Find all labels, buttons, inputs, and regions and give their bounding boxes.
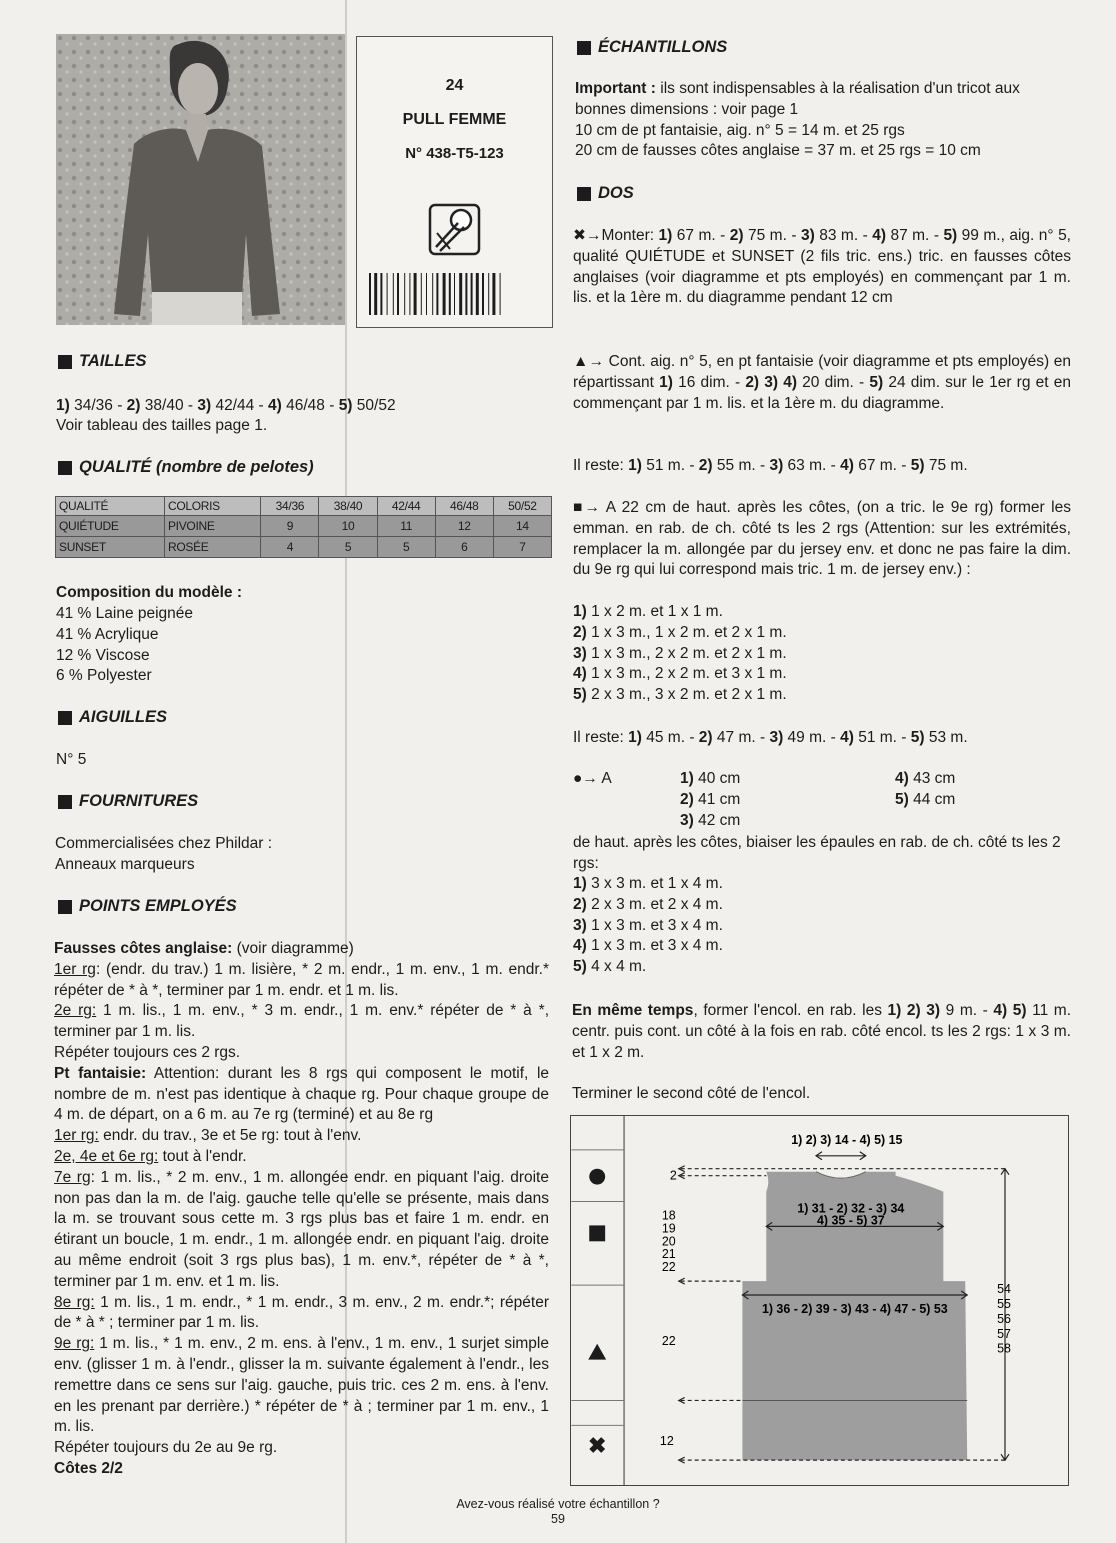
text-run: 1 x 3 m., 2 x 2 m. et 2 x 1 m. bbox=[586, 644, 787, 662]
bold-text: 4) bbox=[840, 457, 854, 474]
bold-text: 4) bbox=[573, 937, 587, 955]
neckline-finish: Terminer le second côté de l'encol. bbox=[572, 1085, 811, 1102]
text-run: 2 x 3 m., 3 x 2 m. et 2 x 1 m. bbox=[586, 686, 787, 704]
text-run: 9 m. - bbox=[940, 1002, 994, 1019]
echantillons-heading: ÉCHANTILLONS bbox=[577, 38, 727, 57]
text-run: 16 dim. - bbox=[672, 373, 746, 391]
table-cell: 9 bbox=[261, 516, 319, 537]
dos-cast-on bbox=[573, 226, 1071, 309]
text-run: tout à l'endr. bbox=[158, 1147, 247, 1165]
yarn-needles-icon bbox=[428, 203, 481, 256]
dos-heading: DOS bbox=[577, 184, 634, 203]
bold-text: 4) bbox=[895, 770, 909, 787]
text-run: 49 m. - bbox=[783, 729, 841, 746]
shoulder-height bbox=[680, 811, 740, 832]
table-cell: 38/40 bbox=[319, 497, 377, 516]
total-height-label: 54 bbox=[997, 1282, 1011, 1297]
text-run: 51 m. - bbox=[641, 457, 699, 474]
text-run: Attention: durant les 8 rgs qui composent le motif, le nombre de m. n'est pas identique à chaque rg. Pour chaque groupe de 4 m. de départ, on a 6 m. au 7e rg (terminé) et au 8e rg bbox=[54, 1064, 550, 1124]
text-run: endr. du trav., 3e et 5e rg: tout à l'env. bbox=[98, 1127, 362, 1145]
text-run: 87 m. - bbox=[886, 227, 944, 244]
text-run: 67 m. - bbox=[672, 227, 730, 244]
text-run: 20 cm de fausses côtes anglaise = 37 m. et 25 rgs = 10 cm bbox=[575, 142, 981, 160]
aiguilles-heading: AIGUILLES bbox=[58, 708, 167, 727]
text-run: 53 m. bbox=[924, 729, 968, 746]
table-cell: 34/36 bbox=[261, 497, 319, 516]
list-item bbox=[54, 1043, 549, 1064]
text-run: : (endr. du trav.) 1 m. lisière, * 2 m. endr., 1 m. env., 1 m. endr.* répéter de * à *, terminer par 1 m. endr. et 1 m. lis. bbox=[54, 960, 550, 999]
shoulder-depth-label: 2 bbox=[669, 1168, 677, 1183]
list-item bbox=[573, 957, 723, 978]
dos-remaining-2 bbox=[573, 728, 1071, 749]
composition-item: 6 % Polyester bbox=[56, 667, 152, 685]
table-cell: 11 bbox=[377, 516, 435, 537]
bold-text: 2) bbox=[729, 227, 744, 244]
list-item bbox=[573, 895, 723, 916]
bold-text: 3) bbox=[197, 397, 212, 414]
bold-text: 1) bbox=[56, 397, 70, 414]
text-run: 45 m. - bbox=[641, 729, 699, 746]
quality-table bbox=[55, 496, 552, 558]
text-run: 83 m. - bbox=[814, 227, 873, 244]
tailles-heading: TAILLES bbox=[58, 352, 147, 371]
text-run: 1 x 2 m. et 1 x 1 m. bbox=[586, 603, 723, 620]
bold-text: 4) bbox=[872, 227, 886, 244]
text-run: 42 cm bbox=[693, 812, 741, 829]
list-item bbox=[54, 1459, 549, 1480]
text-run: 42/44 - bbox=[211, 397, 269, 414]
bold-text: 3) bbox=[769, 729, 784, 746]
armhole-marker-icon bbox=[589, 1225, 605, 1241]
bold-text: 5) bbox=[943, 227, 958, 244]
supplies-line: Anneaux marqueurs bbox=[55, 856, 195, 873]
list-item bbox=[54, 1293, 549, 1335]
shoulder-height bbox=[680, 790, 740, 811]
text-run: 4 x 4 m. bbox=[586, 958, 647, 976]
text-run: 50/52 bbox=[352, 397, 396, 414]
composition-item: 41 % Laine peignée bbox=[56, 605, 194, 622]
bold-text: 2) bbox=[698, 457, 713, 474]
bold-text: 4) bbox=[268, 397, 282, 414]
text-run: 1 x 3 m., 2 x 2 m. et 3 x 1 m. bbox=[586, 665, 787, 683]
row-label: 2e, 4e et 6e rg: bbox=[54, 1147, 159, 1165]
bold-text: 1) bbox=[659, 373, 673, 391]
neck-width-label: 1) 2) 3) 14 - 4) 5) 15 bbox=[791, 1132, 903, 1147]
bold-text: 2) bbox=[126, 397, 141, 414]
list-item bbox=[54, 1064, 549, 1126]
list-item bbox=[54, 1126, 549, 1147]
sizes-line bbox=[56, 396, 456, 417]
list-item bbox=[573, 916, 723, 937]
armhole-height-label: 21 bbox=[661, 1247, 676, 1262]
armhole-list bbox=[573, 602, 787, 706]
text-run: 43 cm bbox=[908, 770, 956, 787]
table-cell: 6 bbox=[435, 537, 493, 558]
list-item bbox=[54, 960, 549, 1002]
text-run: 1 m. lis., * 1 m. env., 2 m. ens. à l'env., 1 m. env., 1 surjet simple env. (glisser 1 m. à l'endr., glisser la m. suivante également à l'endr., les remettre dans ce sens sur l'aig. gauche, puis tric. ces 2 m. ens. à l'env. en les prenant par derrière.) * répéter de * à ; terminer par 1 m. env., 1 m. lis. bbox=[54, 1335, 549, 1436]
text-run: , former l'encol. en rab. les bbox=[693, 1002, 888, 1019]
bold-text: 1) bbox=[573, 875, 587, 892]
bold-text: Pt fantaisie: bbox=[54, 1064, 147, 1082]
text-run: 51 m. - bbox=[853, 729, 911, 746]
composition-item: 12 % Viscose bbox=[56, 646, 150, 664]
list-item bbox=[54, 939, 549, 960]
chest-upper-label-2: 4) 35 - 5) 37 bbox=[816, 1213, 885, 1228]
row-label: 1er rg bbox=[54, 960, 96, 978]
text-run: 40 cm bbox=[693, 770, 741, 787]
chest-upper-label: 1) 31 - 2) 32 - 3) 34 bbox=[797, 1201, 905, 1216]
composition-title: Composition du modèle : bbox=[56, 584, 242, 601]
rib-height-label: 12 bbox=[659, 1434, 674, 1449]
back-schematic-diagram bbox=[570, 1115, 1069, 1486]
dos-remaining-1 bbox=[573, 456, 1071, 477]
armhole-height-label: 18 bbox=[661, 1208, 676, 1223]
text-run: ✖→Monter: bbox=[573, 227, 659, 244]
row-label: 1er rg: bbox=[54, 1127, 99, 1145]
row-label: 2e rg: bbox=[54, 1002, 97, 1020]
list-item bbox=[575, 121, 1072, 142]
table-cell: COLORIS bbox=[164, 497, 260, 516]
shoulder-marker-icon bbox=[589, 1169, 605, 1185]
barcode-icon bbox=[367, 273, 543, 315]
table-cell: 42/44 bbox=[377, 497, 435, 516]
bold-text: 3) bbox=[573, 644, 587, 662]
list-item bbox=[54, 1001, 549, 1043]
list-item bbox=[573, 623, 787, 644]
fournitures-heading: FOURNITURES bbox=[58, 792, 198, 811]
pattern-reference: N° 438-T5-123 bbox=[405, 145, 504, 162]
text-run: 3 x 3 m. et 1 x 4 m. bbox=[586, 875, 723, 892]
bold-text: 2) bbox=[680, 791, 694, 808]
total-height-label: 57 bbox=[997, 1326, 1011, 1341]
bold-text: 2) bbox=[573, 895, 587, 913]
body-height-label: 22 bbox=[661, 1333, 676, 1348]
bold-text: 1) bbox=[658, 227, 673, 244]
dos-pattern bbox=[573, 352, 1071, 414]
text-run: 1 x 3 m. et 3 x 4 m. bbox=[586, 937, 723, 955]
bold-text: 5) bbox=[895, 791, 909, 808]
pattern-marker-icon bbox=[588, 1344, 606, 1360]
bold-text: 5) bbox=[910, 457, 925, 474]
pattern-model: PULL FEMME bbox=[402, 111, 507, 128]
armhole-height-label: 19 bbox=[661, 1221, 676, 1236]
composition-list bbox=[56, 604, 193, 687]
bold-text: 1) bbox=[628, 729, 642, 746]
list-item bbox=[573, 874, 723, 895]
table-cell: 12 bbox=[435, 516, 493, 537]
table-cell: 10 bbox=[319, 516, 377, 537]
bold-text: Côtes 2/2 bbox=[54, 1459, 123, 1477]
total-height-label: 58 bbox=[997, 1341, 1011, 1356]
bold-text: En même temps bbox=[572, 1002, 694, 1019]
bold-text: 5) bbox=[338, 397, 353, 414]
bold-text: 3) bbox=[800, 227, 815, 244]
model-photo bbox=[56, 34, 345, 325]
total-height-label: 56 bbox=[997, 1311, 1011, 1326]
list-item bbox=[573, 644, 787, 665]
shoulder-height bbox=[680, 769, 740, 790]
supplies-line: Commercialisées chez Phildar : bbox=[55, 835, 273, 852]
bold-text: 4) bbox=[840, 729, 854, 746]
text-run: 99 m., aig. n° 5, qualité QUIÉTUDE et SUNSET (2 fils tric. ens.) tric. en fausses côtes anglaises (voir diagramme et pts employés) en commençant par 1 m. lis. et la 1ère m. du diagramme pendant 12 cm bbox=[573, 227, 1071, 307]
page-number: 59 bbox=[551, 1512, 565, 1526]
text-run: 44 cm bbox=[908, 791, 956, 808]
text-run: 24 dim. sur le 1er rg et en commençant par 1 m. lis. et la 1ère m. du diagramme. bbox=[573, 373, 1071, 412]
text-run: ■→ A 22 cm de haut. après les côtes, (on a tric. le 9e rg) former les emman. en rab. de ch. côté ts les 2 rgs (Attention: sur les extrémités, remplacer la m. allongée par du jersey env. et donc ne pas faire la dim. du 9e rg qui lui correspond mais tric. 1 m. de jersey env.) : bbox=[573, 499, 1071, 579]
table-cell: 46/48 bbox=[435, 497, 493, 516]
bold-text: 1) bbox=[628, 457, 642, 474]
list-item bbox=[575, 141, 1072, 162]
bold-text: 2) 3) 4) bbox=[745, 373, 797, 391]
text-run: 47 m. - bbox=[712, 729, 770, 746]
text-run: 46/48 - bbox=[281, 397, 339, 414]
text-run: 11 m. centr. puis cont. un côté à la fois en rab. côté encol. ts les 2 rgs: 1 x 3 m. et 1 x 2 m. bbox=[572, 1002, 1071, 1061]
shoulder-text: de haut. après les côtes, biaiser les épaules en rab. de ch. côté ts les 2 rgs: bbox=[573, 834, 1061, 872]
table-cell: 14 bbox=[493, 516, 551, 537]
bold-text: 2) bbox=[698, 729, 713, 746]
row-label: 8e rg: bbox=[54, 1293, 95, 1311]
quality-table-row bbox=[56, 537, 552, 558]
bold-text: 2) bbox=[573, 623, 587, 641]
text-run: 1 x 3 m. et 3 x 4 m. bbox=[586, 916, 723, 934]
table-cell: QUIÉTUDE bbox=[56, 516, 165, 537]
text-run: 2 x 3 m. et 2 x 4 m. bbox=[586, 895, 723, 913]
text-run: 75 m. - bbox=[743, 227, 801, 244]
text-run: ▲→ Cont. aig. n° 5, en pt fantaisie (voir diagramme et pts employés) en répartissant bbox=[573, 353, 1071, 391]
body-width-label: 1) 36 - 2) 39 - 3) 43 - 4) 47 - 5) 53 bbox=[761, 1301, 948, 1316]
shoulder-list bbox=[573, 874, 723, 978]
list-item bbox=[54, 1147, 549, 1168]
list-item bbox=[54, 1438, 549, 1459]
bold-text: Important : bbox=[575, 80, 656, 97]
list-item bbox=[54, 1334, 549, 1438]
table-cell: PIVOINE bbox=[164, 516, 260, 537]
stitches-text bbox=[54, 939, 549, 1480]
armhole-height-label: 20 bbox=[661, 1234, 676, 1249]
text-run: 41 cm bbox=[693, 791, 741, 808]
text-run: ils sont indispensables à la réalisation d'un tricot aux bonnes dimensions : voir page 1 bbox=[575, 80, 1020, 118]
bold-text: 3) bbox=[680, 812, 694, 829]
list-item bbox=[573, 685, 787, 706]
bold-text: 1) 2) 3) bbox=[887, 1002, 941, 1019]
text-run: 1 m. lis., 1 m. endr., * 1 m. endr., 3 m. env., 2 m. endr.*; répéter de * à * ; terminer par 1 m. lis. bbox=[54, 1293, 549, 1332]
points-heading: POINTS EMPLOYÉS bbox=[58, 897, 237, 916]
table-cell: 50/52 bbox=[493, 497, 551, 516]
text-run: 34/36 - bbox=[69, 397, 127, 414]
total-height-label: 55 bbox=[997, 1296, 1011, 1311]
text-run: 20 dim. - bbox=[797, 373, 870, 391]
text-run: 55 m. - bbox=[712, 457, 770, 474]
bold-text: 4) 5) bbox=[993, 1002, 1027, 1019]
bold-text: 3) bbox=[573, 916, 587, 934]
sizes-note: Voir tableau des tailles page 1. bbox=[56, 417, 268, 434]
text-run: : 1 m. lis., * 2 m. env., 1 m. allongée endr. en piquant l'aig. droite non pas dan la m. de l'aig. gauche telle qu'elle se présente, mais dans la m. se trouvant sous cette m. 3 rgs plus bas et faire 1 m. endr. en étirant un boucle, 1 m. endr., 1 m. allongée endr. en piquant l'aig. droite au même endroit (soit 3 rgs plus bas), 1 m. env.*, répéter de * à *, terminer par 1 m. env. et 1 m. lis. bbox=[54, 1168, 549, 1290]
text-run: Répéter toujours ces 2 rgs. bbox=[54, 1043, 241, 1061]
pattern-number: 24 bbox=[445, 77, 464, 94]
dos-armholes bbox=[573, 498, 1071, 581]
text-run: 10 cm de pt fantaisie, aig. n° 5 = 14 m. et 25 rgs bbox=[575, 121, 905, 139]
bold-text: 1) bbox=[680, 770, 694, 787]
text-run: 1 m. lis., 1 m. env., * 3 m. endr., 1 m. env.* répéter de * à *, terminer par 1 m. lis. bbox=[54, 1002, 549, 1041]
table-cell: SUNSET bbox=[56, 537, 165, 558]
text-run: Répéter toujours du 2e au 9e rg. bbox=[54, 1439, 278, 1457]
list-item bbox=[54, 1168, 549, 1293]
text-run: 67 m. - bbox=[853, 457, 911, 474]
row-label: 9e rg: bbox=[54, 1335, 95, 1353]
quality-table-header bbox=[56, 497, 552, 516]
bold-text: 5) bbox=[573, 958, 587, 976]
shoulder-height bbox=[895, 790, 955, 811]
table-cell: 5 bbox=[377, 537, 435, 558]
bold-text: Fausses côtes anglaise: bbox=[54, 940, 233, 957]
shoulder-intro: ●→ A bbox=[573, 770, 612, 787]
text-run: 1 x 3 m., 1 x 2 m. et 2 x 1 m. bbox=[586, 623, 787, 641]
armhole-height-label: 22 bbox=[661, 1260, 676, 1275]
text-run: 38/40 - bbox=[140, 397, 198, 414]
qualite-heading: QUALITÉ (nombre de pelotes) bbox=[58, 458, 314, 477]
text-run: Il reste: bbox=[573, 457, 629, 474]
text-run: Il reste: bbox=[573, 729, 629, 746]
bold-text: 3) bbox=[769, 457, 784, 474]
list-item bbox=[573, 936, 723, 957]
text-run: (voir diagramme) bbox=[232, 940, 354, 957]
bold-text: 1) bbox=[573, 603, 587, 620]
bold-text: 4) bbox=[573, 665, 587, 683]
table-cell: 7 bbox=[493, 537, 551, 558]
list-item bbox=[575, 79, 1072, 121]
bold-text: 5) bbox=[910, 729, 925, 746]
gauge-text bbox=[575, 79, 1072, 162]
text-run: 63 m. - bbox=[783, 457, 841, 474]
text-run: 75 m. bbox=[924, 457, 968, 474]
pattern-reference-box bbox=[356, 36, 553, 328]
shoulder-height bbox=[895, 769, 955, 790]
neckline-text bbox=[572, 1001, 1071, 1063]
table-cell: 5 bbox=[319, 537, 377, 558]
bold-text: 5) bbox=[869, 373, 884, 391]
needle-size: N° 5 bbox=[56, 751, 87, 768]
row-label: 7e rg bbox=[54, 1168, 91, 1186]
footer-question: Avez-vous réalisé votre échantillon ? bbox=[456, 1497, 660, 1511]
bold-text: 5) bbox=[573, 686, 587, 704]
quality-table-row bbox=[56, 516, 552, 537]
composition-item: 41 % Acrylique bbox=[56, 625, 159, 643]
table-cell: 4 bbox=[261, 537, 319, 558]
table-cell: ROSÉE bbox=[164, 537, 260, 558]
table-cell: QUALITÉ bbox=[56, 497, 165, 516]
cast-on-marker-icon: ✖ bbox=[588, 1433, 607, 1459]
list-item bbox=[573, 664, 787, 685]
list-item bbox=[573, 602, 787, 623]
